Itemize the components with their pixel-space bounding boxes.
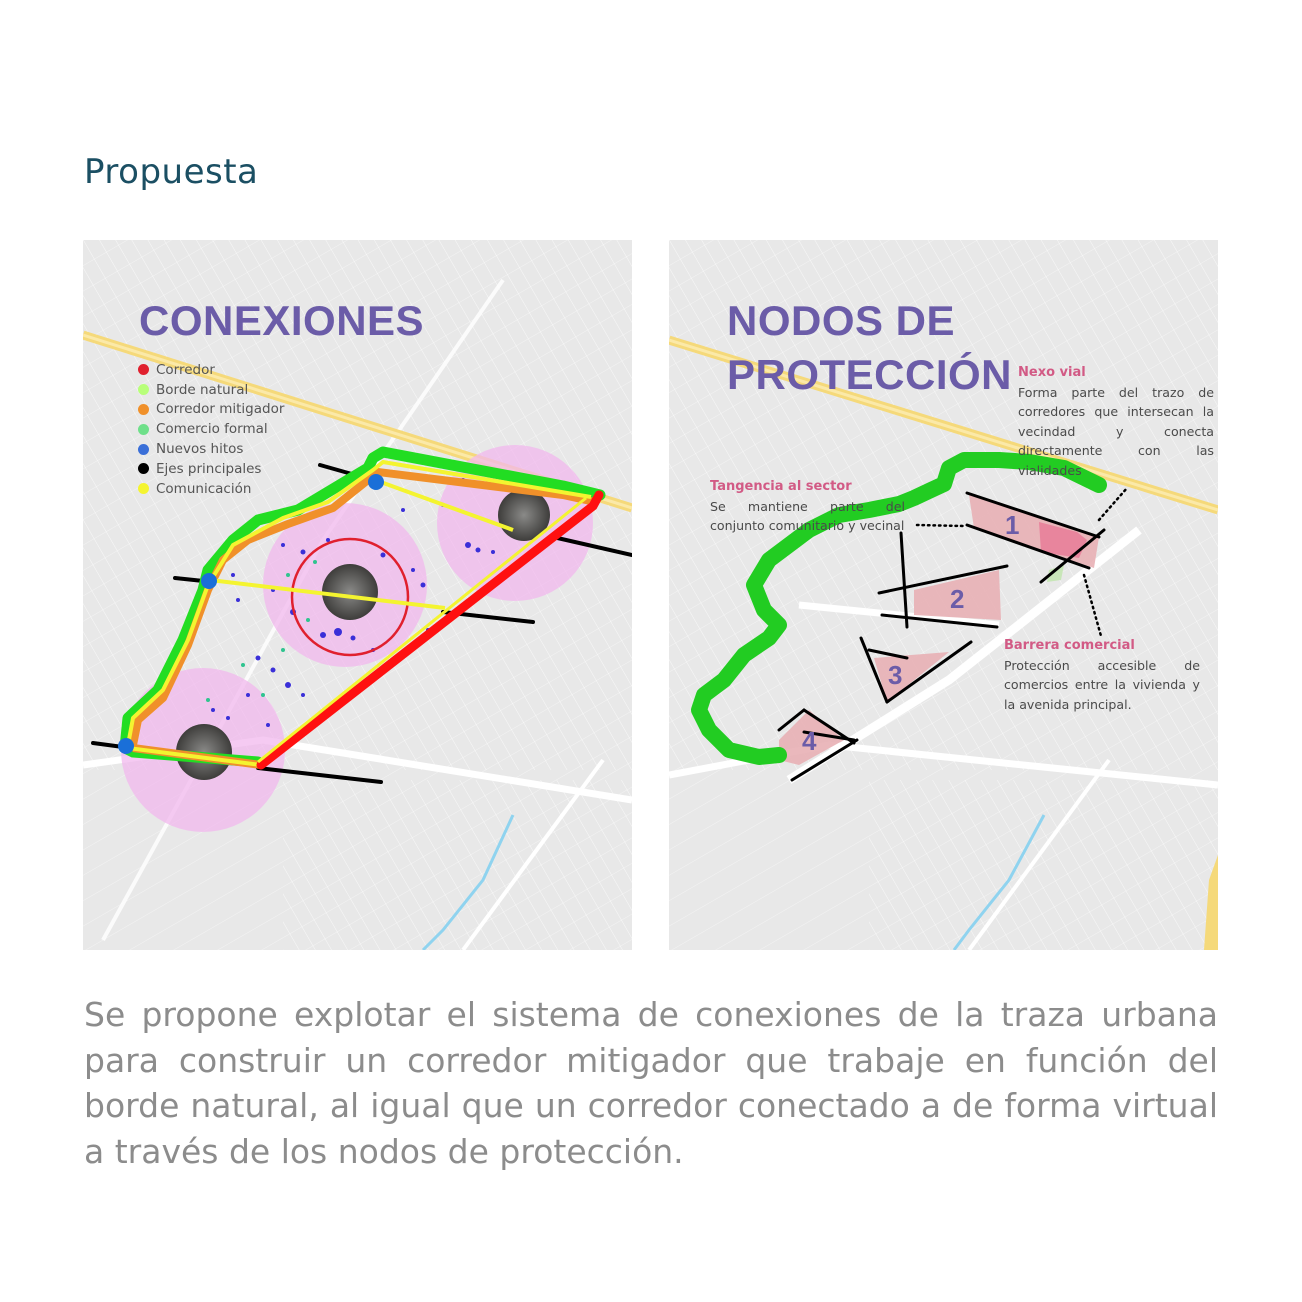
legend-label: Corredor mitigador (156, 401, 285, 418)
green-dot-icon (138, 424, 149, 435)
legend-item-ejes-principales (138, 459, 284, 479)
blue-dot-icon (138, 444, 149, 455)
note-nexo-vial (1018, 363, 1214, 480)
light-green-dot-icon (138, 384, 149, 395)
note-tangencia (710, 477, 905, 536)
orange-dot-icon (138, 404, 149, 415)
note-nexo-vial-title: Nexo vial (1018, 365, 1086, 380)
legend-label: Comunicación (156, 480, 252, 497)
page-title: Propuesta (84, 152, 259, 192)
zone-label-3: 3 (888, 660, 903, 690)
proposal-description: Se propone explotar el sistema de conexiones de la traza urbana para construir un corredor mitigador que trabaje en función del borde natural, al igual que un corredor conectado a de forma virtual a través de los nodos de protección. (84, 995, 1218, 1171)
nodos-heading (727, 294, 1012, 402)
red-dot-icon (138, 364, 149, 375)
legend-label: Corredor (156, 361, 215, 378)
note-tangencia-title: Tangencia al sector (710, 479, 852, 494)
yellow-dot-icon (138, 483, 149, 494)
conexiones-heading: CONEXIONES (139, 297, 425, 344)
legend-item-comunicacion (138, 479, 284, 499)
conexiones-legend (138, 360, 284, 499)
nodos-map-panel (669, 240, 1218, 950)
zone-label-4: 4 (802, 726, 817, 756)
conexiones-map-panel (83, 240, 632, 950)
note-tangencia-body: Se mantiene parte del conjunto comunitario y vecinal (710, 498, 905, 533)
note-nexo-vial-body: Forma parte del trazo de corredores que intersecan la vecindad y conecta directamente con las vialidades (1018, 384, 1214, 478)
legend-item-comercio-formal (138, 419, 284, 439)
legend-item-corredor (138, 360, 284, 380)
legend-item-nuevos-hitos (138, 439, 284, 459)
legend-label: Nuevos hitos (156, 441, 244, 458)
black-dot-icon (138, 463, 149, 474)
legend-item-corredor-mitigador (138, 400, 284, 420)
legend-label: Ejes principales (156, 460, 262, 477)
note-barrera-body: Protección accesible de comercios entre la vivienda y la avenida principal. (1004, 657, 1200, 712)
nodos-heading-line2: PROTECCIÓN (727, 351, 1013, 398)
legend-item-borde-natural (138, 380, 284, 400)
note-barrera-title: Barrera comercial (1004, 638, 1135, 653)
legend-label: Comercio formal (156, 421, 268, 438)
zone-label-2: 2 (950, 584, 965, 614)
zone-label-1: 1 (1005, 510, 1020, 540)
note-barrera-comercial (1004, 636, 1200, 714)
legend-label: Borde natural (156, 381, 249, 398)
nodos-heading-line1: NODOS DE (727, 297, 956, 344)
